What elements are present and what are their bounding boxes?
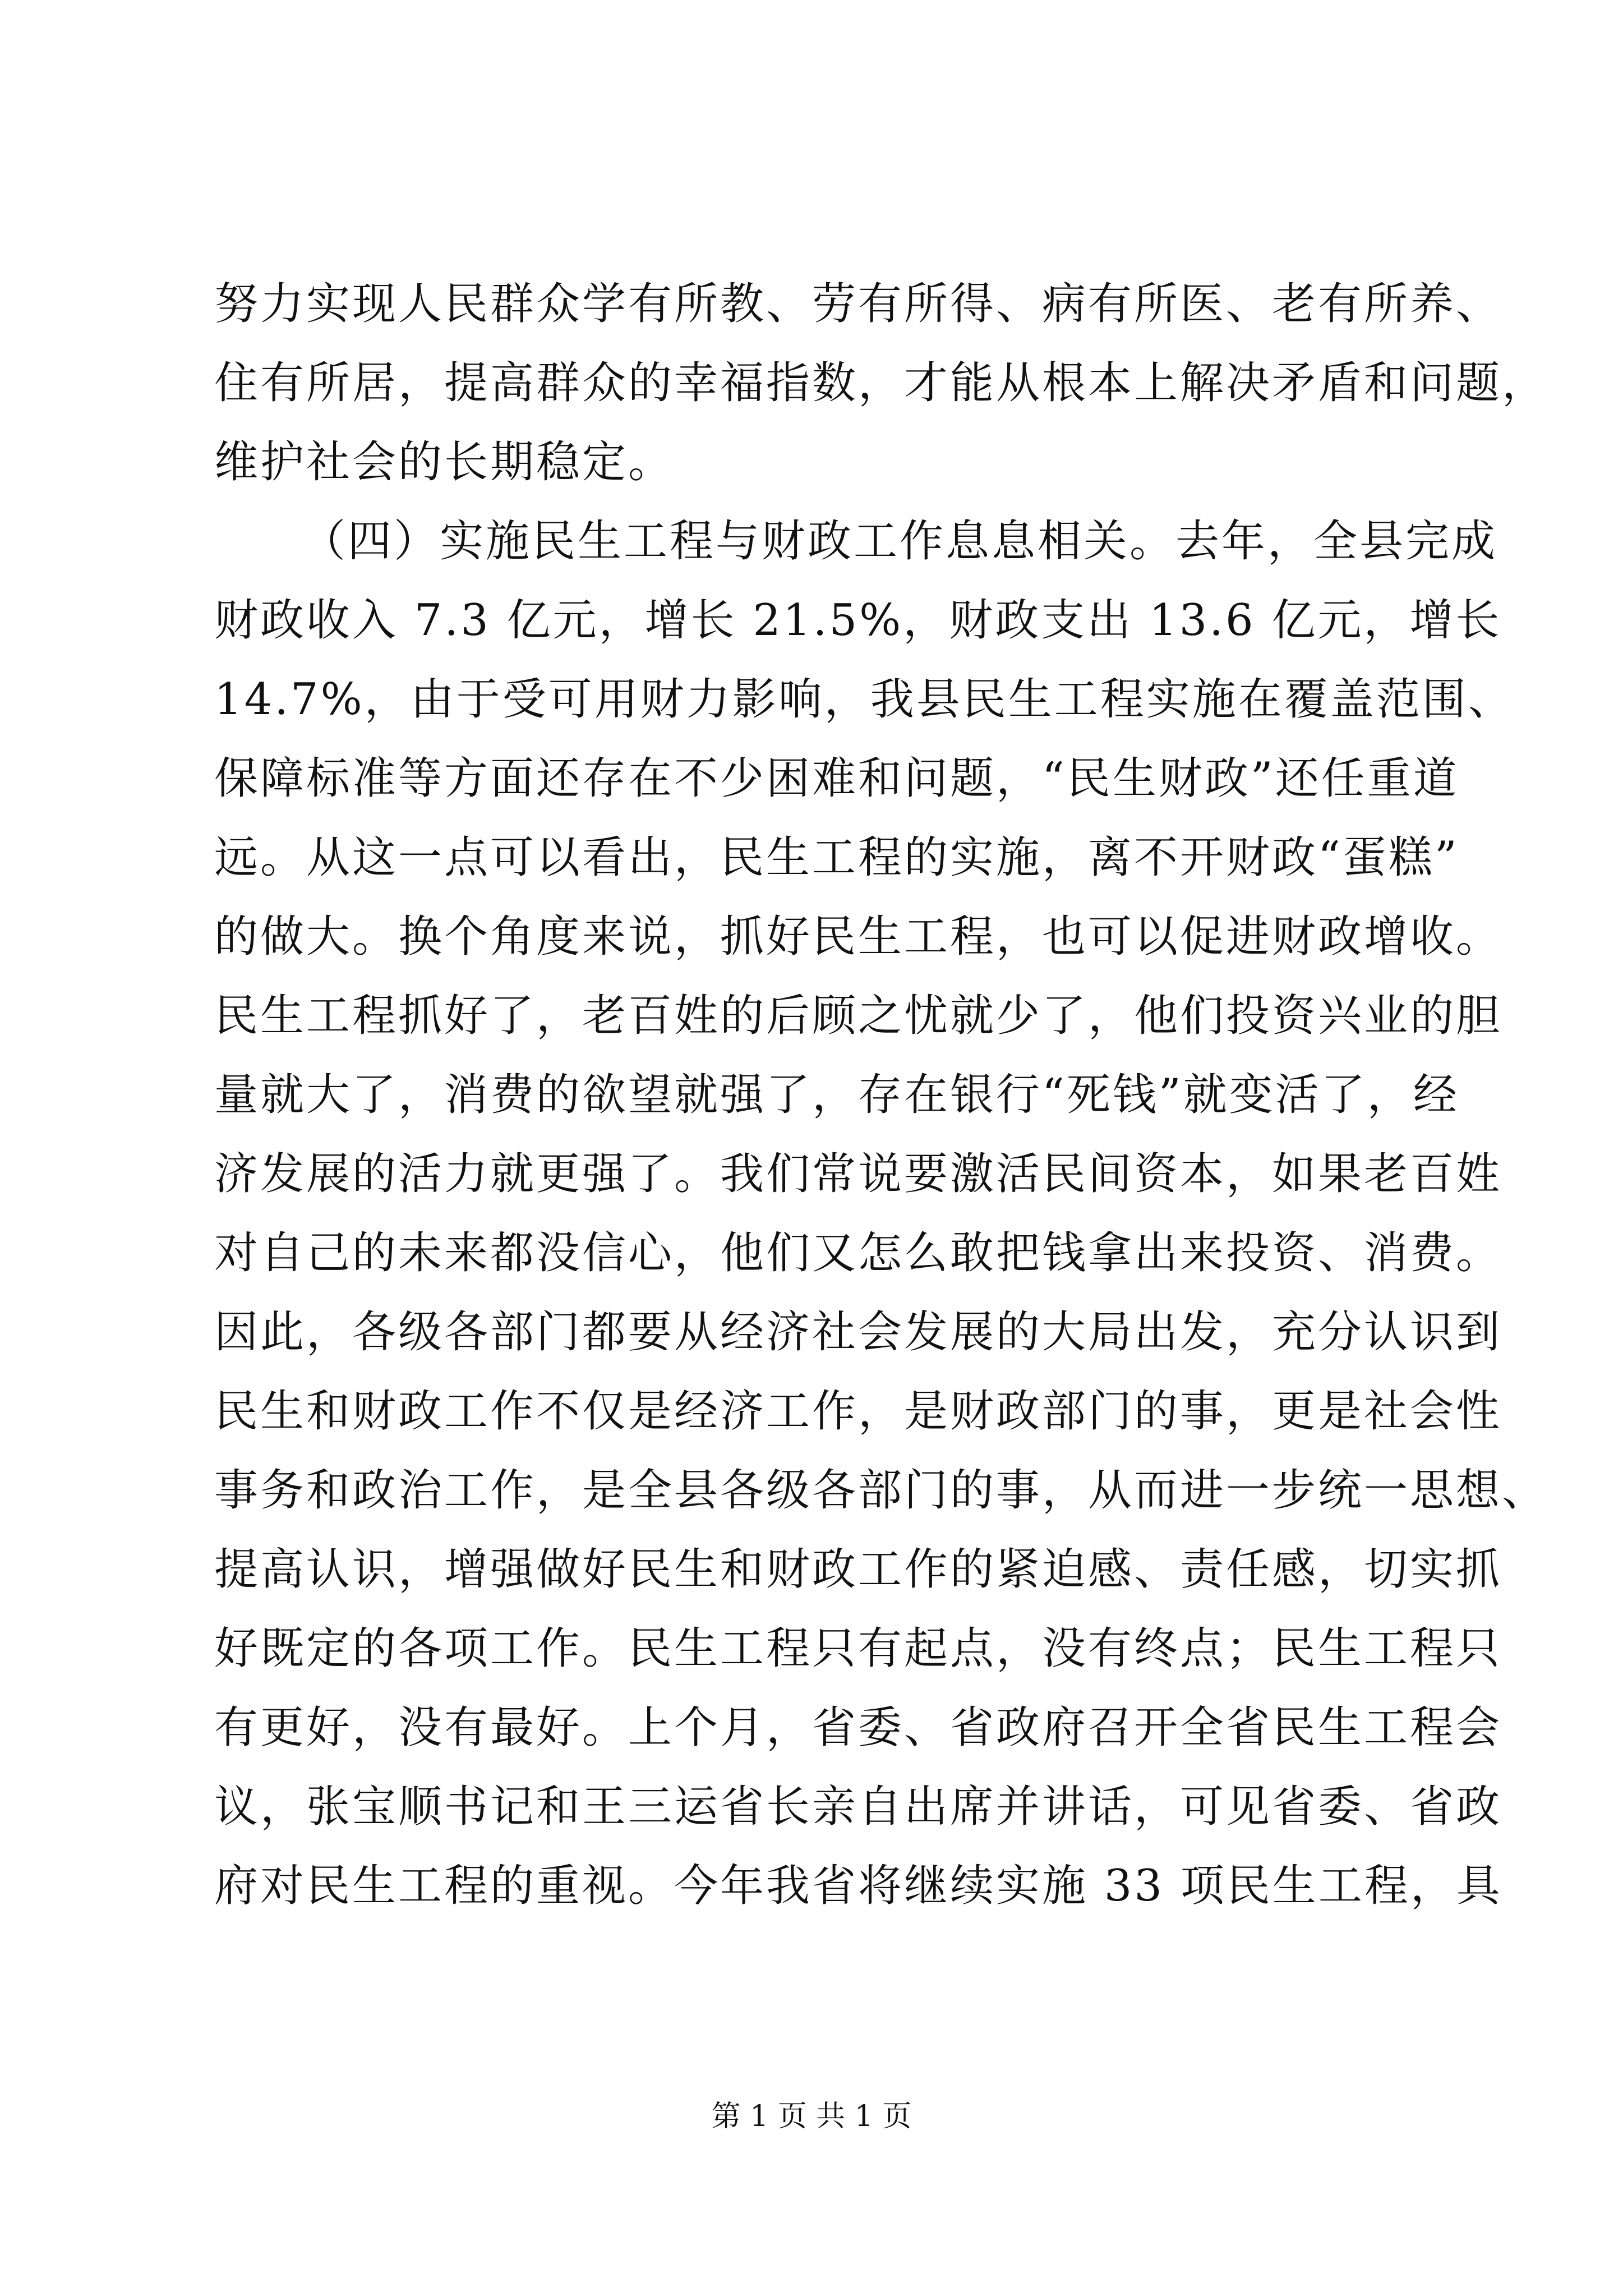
text-line: 量就大了，消费的欲望就强了，存在银行“死钱”就变活了，经 [214,1070,1459,1120]
text-line: 好既定的各项工作。民生工程只有起点，没有终点；民生工程只 [214,1623,1502,1674]
page-footer: 第 1 页 共 1 页 [711,2100,912,2133]
text-line: 有更好，没有最好。上个月，省委、省政府召开全省民生工程会 [214,1703,1502,1753]
body-text [214,265,1548,1926]
text-line: 因此，各级各部门都要从经济社会发展的大局出发，充分认识到 [214,1307,1502,1358]
text-line: 府对民生工程的重视。今年我省将继续实施 33 项民生工程，具 [214,1861,1502,1911]
text-line: 提高认识，增强做好民生和财政工作的紧迫感、责任感，切实抓 [214,1544,1502,1595]
text-line: 保障标准等方面还存在不少困难和问题，“民生财政”还任重道 [214,753,1459,804]
text-line: 努力实现人民群众学有所教、劳有所得、病有所医、老有所养、 [214,279,1502,329]
text-line: 对自己的未来都没信心，他们又怎么敢把钱拿出来投资、消费。 [214,1228,1502,1278]
text-line: 民生和财政工作不仅是经济工作，是财政部门的事，更是社会性 [214,1386,1502,1437]
text-line: 财政收入 7.3 亿元，增长 21.5%，财政支出 13.6 亿元，增长 [214,595,1502,646]
text-line: 住有所居，提高群众的幸福指数，才能从根本上解决矛盾和问题， [214,358,1548,408]
paragraph-first-line: （四）实施民生工程与财政工作息息相关。去年，全县完成 [302,516,1498,567]
text-line: 议，张宝顺书记和王三运省长亲自出席并讲话，可见省委、省政 [214,1782,1502,1832]
text-line: 民生工程抓好了，老百姓的后顾之忧就少了，他们投资兴业的胆 [214,991,1502,1041]
text-line: 济发展的活力就更强了。我们常说要激活民间资本，如果老百姓 [214,1149,1502,1199]
text-line: 远。从这一点可以看出，民生工程的实施，离不开财政“蛋糕” [214,832,1459,883]
text-line: 事务和政治工作，是全县各级各部门的事，从而进一步统一思想、 [214,1465,1548,1516]
text-line: 的做大。换个角度来说，抓好民生工程，也可以促进财政增收。 [214,912,1502,962]
text-line: 维护社会的长期稳定。 [214,437,675,487]
text-line: 14.7%，由于受可用财力影响，我县民生工程实施在覆盖范围、 [214,674,1514,725]
